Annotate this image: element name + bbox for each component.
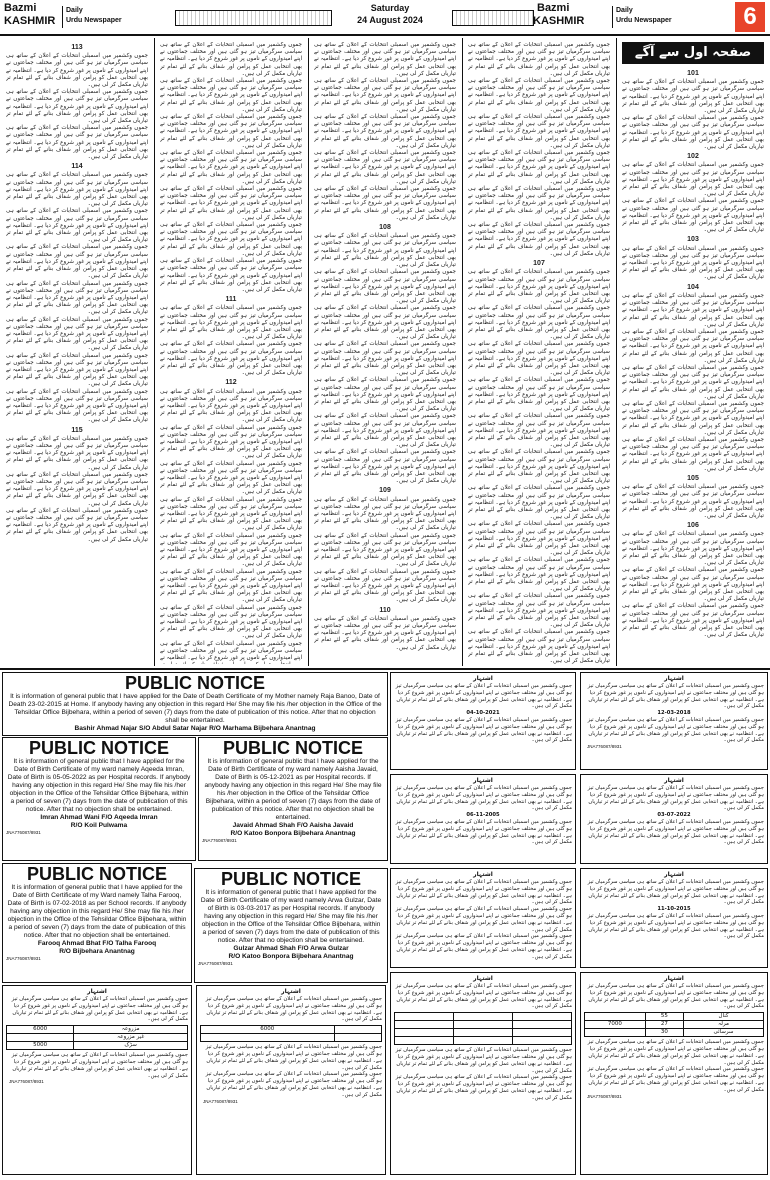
notice-heading: اشتہار [664, 871, 684, 878]
article-body: جموں وکشمیر میں اسمبلی انتخابات کے اعلان کے ساتھ ہی سیاسی سرگرمیاں تیز ہو گئی ہیں اور مختلف جماعتوں نے اپنے امیدواروں کے ناموں پر غور شروع کر دیا ہے۔ انتظامیہ نے بھی انتخابی عمل کو پرامن اور شفاف بنانے کے لئے تمام تر تیاریاں مکمل کر لی ہیں۔ [314, 449, 456, 485]
article-body: جموں وکشمیر میں اسمبلی انتخابات کے اعلان کے ساتھ ہی سیاسی سرگرمیاں تیز ہو گئی ہیں اور مختلف جماعتوں نے اپنے امیدواروں کے ناموں پر غور شروع کر دیا ہے۔ انتظامیہ نے بھی انتخابی عمل کو پرامن اور شفاف بنانے کے لئے تمام تر تیاریاں مکمل کر لی ہیں۔ [6, 280, 148, 316]
article-body: جموں وکشمیر میں اسمبلی انتخابات کے اعلان کے ساتھ ہی سیاسی سرگرمیاں تیز ہو گئی ہیں اور مختلف جماعتوں نے اپنے امیدواروں کے ناموں پر غور شروع کر دیا ہے۔ انتظامیہ نے بھی انتخابی عمل کو پرامن اور شفاف بنانے کے لئے تمام تر تیاریاں مکمل کر لی ہیں۔ [622, 400, 764, 436]
article-body: جموں وکشمیر میں اسمبلی انتخابات کے اعلان کے ساتھ ہی سیاسی سرگرمیاں تیز ہو گئی ہیں اور مختلف جماعتوں نے اپنے امیدواروں کے ناموں پر غور شروع کر دیا ہے۔ انتظامیہ نے بھی انتخابی عمل کو پرامن اور شفاف بنانے کے لئے تمام تر تیاریاں مکمل کر لی ہیں۔ [468, 557, 610, 593]
article-body: جموں وکشمیر میں اسمبلی انتخابات کے اعلان کے ساتھ ہی سیاسی سرگرمیاں تیز ہو گئی ہیں اور مختلف جماعتوں نے اپنے امیدواروں کے ناموں پر غور شروع کر دیا ہے۔ انتظامیہ نے بھی انتخابی عمل کو پرامن اور شفاف بنانے کے لئے تمام تر تیاریاں مکمل کر لی ہیں۔ [622, 245, 764, 281]
article-body: جموں وکشمیر میں اسمبلی انتخابات کے اعلان کے ساتھ ہی سیاسی سرگرمیاں تیز ہو گئی ہیں اور مختلف جماعتوں نے اپنے امیدواروں کے ناموں پر غور شروع کر دیا ہے۔ انتظامیہ نے بھی انتخابی عمل کو پرامن اور شفاف بنانے کے لئے تمام تر تیاریاں مکمل کر لی ہیں۔ [314, 341, 456, 377]
article-body: جموں وکشمیر میں اسمبلی انتخابات کے اعلان کے ساتھ ہی سیاسی سرگرمیاں تیز ہو گئی ہیں اور مختلف جماعتوں نے اپنے امیدواروں کے ناموں پر غور شروع کر دیا ہے۔ انتظامیہ نے بھی انتخابی عمل کو پرامن اور شفاف بنانے کے لئے تمام تر تیاریاں مکمل کر لی ہیں۔ [314, 186, 456, 221]
article-body: جموں وکشمیر میں اسمبلی انتخابات کے اعلان کے ساتھ ہی سیاسی سرگرمیاں تیز ہو گئی ہیں اور مختلف جماعتوں نے اپنے امیدواروں کے ناموں پر غور شروع کر دیا ہے۔ انتظامیہ نے بھی انتخابی عمل کو پرامن اور شفاف بنانے کے لئے تمام تر تیاریاں مکمل کر لی ہیں۔ [314, 413, 456, 449]
notice-signature: Imran Ahmad Wani F/O Aqeeda Imran [40, 814, 158, 821]
notice-title: PUBLIC NOTICE [124, 673, 265, 693]
column-4 [468, 42, 610, 664]
urdu-notice-2 [580, 672, 768, 770]
daily-label-right: Daily [616, 7, 633, 14]
urdu-notice-6 [580, 868, 768, 968]
article-body: جموں وکشمیر میں اسمبلی انتخابات کے اعلان کے ساتھ ہی سیاسی سرگرمیاں تیز ہو گئی ہیں اور مختلف جماعتوں نے اپنے امیدواروں کے ناموں پر غور شروع کر دیا ہے۔ انتظامیہ نے بھی انتخابی عمل کو پرامن اور شفاف بنانے کے لئے تمام تر تیاریاں مکمل کر لی ہیں۔ [6, 435, 148, 471]
notice-body: It is information of general public that I have applied for the Date of Birth Certificate of my Ward namely Talha Farooq, Date of Birth is 07-02-2018 as per School records. If anybody having any objection in this regard He/ She may file his /her objection in the Office of the Tehsildar Office Bijbehara, within a period of seven (7) days from the date of publication of this notice. After that no objection shall be entertained. [7, 884, 187, 939]
notice-body: جموں وکشمیر میں اسمبلی انتخابات کے اعلان کے ساتھ ہی سیاسی سرگرمیاں تیز ہو گئی ہیں اور مختلف جماعتوں نے اپنے امیدواروں کے ناموں پر غور شروع کر دیا ہے۔ انتظامیہ نے بھی انتخابی عمل کو پرامن اور شفاف بنانے کے لئے تمام تر تیاریاں مکمل کر لی ہیں۔ [395, 933, 572, 960]
article-number: 107 [533, 260, 545, 268]
article-body: جموں وکشمیر میں اسمبلی انتخابات کے اعلان کے ساتھ ہی سیاسی سرگرمیاں تیز ہو گئی ہیں اور مختلف جماعتوں نے اپنے امیدواروں کے ناموں پر غور شروع کر دیا ہے۔ انتظامیہ نے بھی انتخابی عمل کو پرامن اور شفاف بنانے کے لئے تمام تر تیاریاں مکمل کر لی ہیں۔ [6, 471, 148, 507]
daily-label-left: Daily [66, 7, 83, 14]
article-body: جموں وکشمیر میں اسمبلی انتخابات کے اعلان کے ساتھ ہی سیاسی سرگرمیاں تیز ہو گئی ہیں اور مختلف جماعتوں نے اپنے امیدواروں کے ناموں پر غور شروع کر دیا ہے۔ انتظامیہ نے بھی انتخابی عمل کو پرامن اور شفاف بنانے کے لئے تمام تر تیاریاں مکمل کر لی ہیں۔ [6, 53, 148, 89]
notice-heading: اشتہار [473, 871, 493, 878]
notice-date: 04-10-2021 [466, 710, 500, 717]
article-body: جموں وکشمیر میں اسمبلی انتخابات کے اعلان کے ساتھ ہی سیاسی سرگرمیاں تیز ہو گئی ہیں اور مختلف جماعتوں نے اپنے امیدواروں کے ناموں پر غور شروع کر دیا ہے۔ انتظامیہ نے بھی انتخابی عمل کو پرامن اور شفاف بنانے کے لئے تمام تر تیاریاں مکمل کر لی ہیں۔ [468, 150, 610, 185]
masthead [0, 0, 770, 36]
article-body: جموں وکشمیر میں اسمبلی انتخابات کے اعلان کے ساتھ ہی سیاسی سرگرمیاں تیز ہو گئی ہیں اور مختلف جماعتوں نے اپنے امیدواروں کے ناموں پر غور شروع کر دیا ہے۔ انتظامیہ نے بھی انتخابی عمل کو پرامن اور شفاف بنانے کے لئے تمام تر تیاریاں مکمل کر لی ہیں۔ [622, 198, 764, 234]
notice-heading: اشتہار [473, 675, 493, 682]
article-body: جموں وکشمیر میں اسمبلی انتخابات کے اعلان کے ساتھ ہی سیاسی سرگرمیاں تیز ہو گئی ہیں اور مختلف جماعتوں نے اپنے امیدواروں کے ناموں پر غور شروع کر دیا ہے۔ انتظامیہ نے بھی انتخابی عمل کو پرامن اور شفاف بنانے کے لئے تمام تر تیاریاں مکمل کر لی ہیں۔ [468, 485, 610, 521]
brand-subname-left: KASHMIR [4, 15, 56, 27]
notice-body: It is information of general public that I have applied for the Date of Birth Certificate of my ward namely Aqeeda Imran, Date of Birth is 05-05-2022 as per Hospital records. If anybody having any objection in this regard He/ She may file his /her objection in the Office of the Tehsildar Office Bijbehara, within a period of seven (7) days from the date of publication of this notice. After that no objection shall be entertained. [7, 758, 191, 813]
article-body: جموں وکشمیر میں اسمبلی انتخابات کے اعلان کے ساتھ ہی سیاسی سرگرمیاں تیز ہو گئی ہیں اور مختلف جماعتوں نے اپنے امیدواروں کے ناموں پر غور شروع کر دیا ہے۔ انتظامیہ نے بھی انتخابی عمل کو پرامن اور شفاف بنانے کے لئے تمام تر تیاریاں مکمل کر لی ہیں۔ [6, 172, 148, 208]
decorative-band-right [452, 10, 534, 26]
article-body: جموں وکشمیر میں اسمبلی انتخابات کے اعلان کے ساتھ ہی سیاسی سرگرمیاں تیز ہو گئی ہیں اور مختلف جماعتوں نے اپنے امیدواروں کے ناموں پر غور شروع کر دیا ہے۔ انتظامیہ نے بھی انتخابی عمل کو پرامن اور شفاف بنانے کے لئے تمام تر تیاریاں مکمل کر لی ہیں۔ [160, 424, 302, 460]
article-body: جموں وکشمیر میں اسمبلی انتخابات کے اعلان کے ساتھ ہی سیاسی سرگرمیاں تیز ہو گئی ہیں اور مختلف جماعتوں نے اپنے امیدواروں کے ناموں پر غور شروع کر دیا ہے۔ انتظامیہ نے بھی انتخابی عمل کو پرامن اور شفاف بنانے کے لئے تمام تر تیاریاں مکمل کر لی ہیں۔ [160, 78, 302, 113]
article-number: 115 [71, 426, 83, 434]
public-notice-4 [2, 863, 192, 983]
notice-body: جموں وکشمیر میں اسمبلی انتخابات کے اعلان کے ساتھ ہی سیاسی سرگرمیاں تیز ہو گئی ہیں اور مختلف جماعتوں نے اپنے امیدواروں کے ناموں پر غور شروع کر دیا ہے۔ انتظامیہ نے بھی انتخابی عمل کو پرامن اور شفاف بنانے کے لئے تمام تر تیاریاں مکمل کر لی ہیں۔ [587, 879, 764, 906]
article-body: جموں وکشمیر میں اسمبلی انتخابات کے اعلان کے ساتھ ہی سیاسی سرگرمیاں تیز ہو گئی ہیں اور مختلف جماعتوں نے اپنے امیدواروں کے ناموں پر غور شروع کر دیا ہے۔ انتظامیہ نے بھی انتخابی عمل کو پرامن اور شفاف بنانے کے لئے تمام تر تیاریاں مکمل کر لی ہیں۔ [314, 233, 456, 269]
column-1 [6, 42, 148, 664]
notice-code: JNA776087/8931 [202, 838, 237, 843]
article-body: جموں وکشمیر میں اسمبلی انتخابات کے اعلان کے ساتھ ہی سیاسی سرگرمیاں تیز ہو گئی ہیں اور مختلف جماعتوں نے اپنے امیدواروں کے ناموں پر غور شروع کر دیا ہے۔ انتظامیہ نے بھی انتخابی عمل کو پرامن اور شفاف بنانے کے لئے تمام تر تیاریاں مکمل کر لی ہیں۔ [6, 244, 148, 280]
article-body: جموں وکشمیر میں اسمبلی انتخابات کے اعلان کے ساتھ ہی سیاسی سرگرمیاں تیز ہو گئی ہیں اور مختلف جماعتوں نے اپنے امیدواروں کے ناموں پر غور شروع کر دیا ہے۔ انتظامیہ نے بھی انتخابی عمل کو پرامن اور شفاف بنانے کے لئے تمام تر تیاریاں مکمل کر لی ہیں۔ [6, 208, 148, 244]
notice-body: It is information of general public that I have applied for the Date of Birth Certificate of my ward namely Arwa Gulzar, Date of Birth is 03-03-2017 as per Hospital records. If anybody having any objection in this regard He/ She may file his /her objection in the Office of the Tehsildar Office Bijbehara, within a period of seven (7) days from the date of publication of this notice. After that no objection shall be entertained. [200, 889, 382, 944]
article-number: 102 [687, 153, 699, 161]
notice-body: جموں وکشمیر میں اسمبلی انتخابات کے اعلان کے ساتھ ہی سیاسی سرگرمیاں تیز ہو گئی ہیں اور مختلف جماعتوں نے اپنے امیدواروں کے ناموں پر غور شروع کر دیا ہے۔ انتظامیہ نے بھی انتخابی عمل کو پرامن اور شفاف بنانے کے لئے تمام تر تیاریاں مکمل کر لی ہیں۔ [587, 1039, 764, 1066]
urdu-notice-land-2 [196, 985, 386, 1175]
notice-address: R/O Bijbehara Anantnag [59, 948, 135, 955]
article-body: جموں وکشمیر میں اسمبلی انتخابات کے اعلان کے ساتھ ہی سیاسی سرگرمیاں تیز ہو گئی ہیں اور مختلف جماعتوں نے اپنے امیدواروں کے ناموں پر غور شروع کر دیا ہے۔ انتظامیہ نے بھی انتخابی عمل کو پرامن اور شفاف بنانے کے لئے تمام تر تیاریاں مکمل کر لی ہیں۔ [468, 521, 610, 557]
notice-title: PUBLIC NOTICE [28, 738, 169, 758]
urdu-notice-5 [390, 868, 576, 968]
notice-body: جموں وکشمیر میں اسمبلی انتخابات کے اعلان کے ساتھ ہی سیاسی سرگرمیاں تیز ہو گئی ہیں اور مختلف جماعتوں نے اپنے امیدواروں کے ناموں پر غور شروع کر دیا ہے۔ انتظامیہ نے بھی انتخابی عمل کو پرامن اور شفاف بنانے کے لئے تمام تر تیاریاں مکمل کر لی ہیں۔ [395, 879, 572, 906]
notice-body: جموں وکشمیر میں اسمبلی انتخابات کے اعلان کے ساتھ ہی سیاسی سرگرمیاں تیز ہو گئی ہیں اور مختلف جماعتوں نے اپنے امیدواروں کے ناموں پر غور شروع کر دیا ہے۔ انتظامیہ نے بھی انتخابی عمل کو پرامن اور شفاف بنانے کے لئے تمام تر تیاریاں مکمل کر لی ہیں۔ [205, 996, 382, 1023]
notice-code: JNA776087/8931 [587, 1093, 622, 1099]
notice-body: جموں وکشمیر میں اسمبلی انتخابات کے اعلان کے ساتھ ہی سیاسی سرگرمیاں تیز ہو گئی ہیں اور مختلف جماعتوں نے اپنے امیدواروں کے ناموں پر غور شروع کر دیا ہے۔ انتظامیہ نے بھی انتخابی عمل کو پرامن اور شفاف بنانے کے لئے تمام تر تیاریاں مکمل کر لی ہیں۔ [395, 906, 572, 933]
notice-date: 12-03-2018 [657, 710, 691, 717]
public-notice-3 [198, 737, 388, 861]
notice-body: جموں وکشمیر میں اسمبلی انتخابات کے اعلان کے ساتھ ہی سیاسی سرگرمیاں تیز ہو گئی ہیں اور مختلف جماعتوں نے اپنے امیدواروں کے ناموں پر غور شروع کر دیا ہے۔ انتظامیہ نے بھی انتخابی عمل کو پرامن اور شفاف بنانے کے لئے تمام تر تیاریاں مکمل کر لی ہیں۔ [395, 785, 572, 812]
article-body: جموں وکشمیر میں اسمبلی انتخابات کے اعلان کے ساتھ ہی سیاسی سرگرمیاں تیز ہو گئی ہیں اور مختلف جماعتوں نے اپنے امیدواروں کے ناموں پر غور شروع کر دیا ہے۔ انتظامیہ نے بھی انتخابی عمل کو پرامن اور شفاف بنانے کے لئے تمام تر تیاریاں مکمل کر لی ہیں۔ [160, 341, 302, 377]
notice-signature: Gulzar Ahmad Shah F/O Arwa Gulzar [233, 945, 349, 952]
notice-date: 11-10-2015 [657, 906, 691, 913]
article-body: جموں وکشمیر میں اسمبلی انتخابات کے اعلان کے ساتھ ہی سیاسی سرگرمیاں تیز ہو گئی ہیں اور مختلف جماعتوں نے اپنے امیدواروں کے ناموں پر غور شروع کر دیا ہے۔ انتظامیہ نے بھی انتخابی عمل کو پرامن اور شفاف بنانے کے لئے تمام تر تیاریاں مکمل کر لی ہیں۔ [160, 568, 302, 604]
issue-day: Saturday [370, 3, 410, 13]
article-body: جموں وکشمیر میں اسمبلی انتخابات کے اعلان کے ساتھ ہی سیاسی سرگرمیاں تیز ہو گئی ہیں اور مختلف جماعتوں نے اپنے امیدواروں کے ناموں پر غور شروع کر دیا ہے۔ انتظامیہ نے بھی انتخابی عمل کو پرامن اور شفاف بنانے کے لئے تمام تر تیاریاں مکمل کر لی ہیں۔ [622, 364, 764, 400]
article-body: جموں وکشمیر میں اسمبلی انتخابات کے اعلان کے ساتھ ہی سیاسی سرگرمیاں تیز ہو گئی ہیں اور مختلف جماعتوں نے اپنے امیدواروں کے ناموں پر غور شروع کر دیا ہے۔ انتظامیہ نے بھی انتخابی عمل کو پرامن اور شفاف بنانے کے لئے تمام تر تیاریاں مکمل کر لی ہیں۔ [622, 484, 764, 519]
notice-heading: اشتہار [281, 988, 301, 995]
article-body: جموں وکشمیر میں اسمبلی انتخابات کے اعلان کے ساتھ ہی سیاسی سرگرمیاں تیز ہو گئی ہیں اور مختلف جماعتوں نے اپنے امیدواروں کے ناموں پر غور شروع کر دیا ہے۔ انتظامیہ نے بھی انتخابی عمل کو پرامن اور شفاف بنانے کے لئے تمام تر تیاریاں مکمل کر لی ہیں۔ [6, 507, 148, 543]
article-body: جموں وکشمیر میں اسمبلی انتخابات کے اعلان کے ساتھ ہی سیاسی سرگرمیاں تیز ہو گئی ہیں اور مختلف جماعتوں نے اپنے امیدواروں کے ناموں پر غور شروع کر دیا ہے۔ انتظامیہ نے بھی انتخابی عمل کو پرامن اور شفاف بنانے کے لئے تمام تر تیاریاں مکمل کر لی ہیں۔ [622, 436, 764, 472]
notice-signature: Farooq Ahmad Bhat F/O Talha Farooq [37, 940, 157, 947]
article-body: جموں وکشمیر میں اسمبلی انتخابات کے اعلان کے ساتھ ہی سیاسی سرگرمیاں تیز ہو گئی ہیں اور مختلف جماعتوں نے اپنے امیدواروں کے ناموں پر غور شروع کر دیا ہے۔ انتظامیہ نے بھی انتخابی عمل کو پرامن اور شفاف بنانے کے لئے تمام تر تیاریاں مکمل کر لی ہیں۔ [622, 567, 764, 603]
article-body: جموں وکشمیر میں اسمبلی انتخابات کے اعلان کے ساتھ ہی سیاسی سرگرمیاں تیز ہو گئی ہیں اور مختلف جماعتوں نے اپنے امیدواروں کے ناموں پر غور شروع کر دیا ہے۔ انتظامیہ نے بھی انتخابی عمل کو پرامن اور شفاف بنانے کے لئے تمام تر تیاریاں مکمل کر لی ہیں۔ [468, 593, 610, 629]
article-body: جموں وکشمیر میں اسمبلی انتخابات کے اعلان کے ساتھ ہی سیاسی سرگرمیاں تیز ہو گئی ہیں اور مختلف جماعتوں نے اپنے امیدواروں کے ناموں پر غور شروع کر دیا ہے۔ انتظامیہ نے بھی انتخابی عمل کو پرامن اور شفاف بنانے کے لئے تمام تر تیاریاں مکمل کر لی ہیں۔ [468, 341, 610, 377]
notice-title: PUBLIC NOTICE [220, 869, 361, 889]
notice-body: جموں وکشمیر میں اسمبلی انتخابات کے اعلان کے ساتھ ہی سیاسی سرگرمیاں تیز ہو گئی ہیں اور مختلف جماعتوں نے اپنے امیدواروں کے ناموں پر غور شروع کر دیا ہے۔ انتظامیہ نے بھی انتخابی عمل کو پرامن اور شفاف بنانے کے لئے تمام تر تیاریاں مکمل کر لی ہیں۔ [587, 716, 764, 744]
notice-body: جموں وکشمیر میں اسمبلی انتخابات کے اعلان کے ساتھ ہی سیاسی سرگرمیاں تیز ہو گئی ہیں اور مختلف جماعتوں نے اپنے امیدواروں کے ناموں پر غور شروع کر دیا ہے۔ انتظامیہ نے بھی انتخابی عمل کو پرامن اور شفاف بنانے کے لئے تمام تر تیاریاں مکمل کر لی ہیں۔ [587, 983, 764, 1010]
article-body: جموں وکشمیر میں اسمبلی انتخابات کے اعلان کے ساتھ ہی سیاسی سرگرمیاں تیز ہو گئی ہیں اور مختلف جماعتوں نے اپنے امیدواروں کے ناموں پر غور شروع کر دیا ہے۔ انتظامیہ نے بھی انتخابی عمل کو پرامن اور شفاف بنانے کے لئے تمام تر تیاریاں مکمل کر لی ہیں۔ [160, 42, 302, 77]
article-body: جموں وکشمیر میں اسمبلی انتخابات کے اعلان کے ساتھ ہی سیاسی سرگرمیاں تیز ہو گئی ہیں اور مختلف جماعتوں نے اپنے امیدواروں کے ناموں پر غور شروع کر دیا ہے۔ انتظامیہ نے بھی انتخابی عمل کو پرامن اور شفاف بنانے کے لئے تمام تر تیاریاں مکمل کر لی ہیں۔ [160, 388, 302, 424]
article-body: جموں وکشمیر میں اسمبلی انتخابات کے اعلان کے ساتھ ہی سیاسی سرگرمیاں تیز ہو گئی ہیں اور مختلف جماعتوں نے اپنے امیدواروں کے ناموں پر غور شروع کر دیا ہے۔ انتظامیہ نے بھی انتخابی عمل کو پرامن اور شفاف بنانے کے لئے تمام تر تیاریاں مکمل کر لی ہیں۔ [6, 388, 148, 424]
article-body: جموں وکشمیر میں اسمبلی انتخابات کے اعلان کے ساتھ ہی سیاسی سرگرمیاں تیز ہو گئی ہیں اور مختلف جماعتوں نے اپنے امیدواروں کے ناموں پر غور شروع کر دیا ہے۔ انتظامیہ نے بھی انتخابی عمل کو پرامن اور شفاف بنانے کے لئے تمام تر تیاریاں مکمل کر لی ہیں۔ [622, 328, 764, 364]
land-table: کنال 55 مرلہ 27 7000 سرسائی 30 [584, 1012, 764, 1037]
article-body: جموں وکشمیر میں اسمبلی انتخابات کے اعلان کے ساتھ ہی سیاسی سرگرمیاں تیز ہو گئی ہیں اور مختلف جماعتوں نے اپنے امیدواروں کے ناموں پر غور شروع کر دیا ہے۔ انتظامیہ نے بھی انتخابی عمل کو پرامن اور شفاف بنانے کے لئے تمام تر تیاریاں مکمل کر لی ہیں۔ [622, 162, 764, 198]
notice-date: 03-07-2022 [657, 812, 691, 819]
article-body: جموں وکشمیر میں اسمبلی انتخابات کے اعلان کے ساتھ ہی سیاسی سرگرمیاں تیز ہو گئی ہیں اور مختلف جماعتوں نے اپنے امیدواروں کے ناموں پر غور شروع کر دیا ہے۔ انتظامیہ نے بھی انتخابی عمل کو پرامن اور شفاف بنانے کے لئے تمام تر تیاریاں مکمل کر لی ہیں۔ [314, 114, 456, 149]
article-body: جموں وکشمیر میں اسمبلی انتخابات کے اعلان کے ساتھ ہی سیاسی سرگرمیاں تیز ہو گئی ہیں اور مختلف جماعتوں نے اپنے امیدواروں کے ناموں پر غور شروع کر دیا ہے۔ انتظامیہ نے بھی انتخابی عمل کو پرامن اور شفاف بنانے کے لئے تمام تر تیاریاں مکمل کر لی ہیں۔ [314, 377, 456, 413]
article-body: جموں وکشمیر میں اسمبلی انتخابات کے اعلان کے ساتھ ہی سیاسی سرگرمیاں تیز ہو گئی ہیں اور مختلف جماعتوں نے اپنے امیدواروں کے ناموں پر غور شروع کر دیا ہے۔ انتظامیہ نے [160, 640, 302, 662]
article-number: 112 [225, 379, 237, 387]
article-body: جموں وکشمیر میں اسمبلی انتخابات کے اعلان کے ساتھ ہی سیاسی سرگرمیاں تیز ہو گئی ہیں اور مختلف جماعتوں نے اپنے امیدواروں کے ناموں پر غور شروع کر دیا ہے۔ انتظامیہ نے بھی انتخابی عمل کو پرامن اور شفاف بنانے کے لئے تمام تر تیاریاں مکمل کر لی ہیں۔ [160, 460, 302, 496]
notice-signature: Bashir Ahmad Najar S/O Abdul Satar Najar R/O Marhama Bijbehara Anantnag [74, 725, 316, 732]
notice-address: R/O Koil Pulwama [70, 822, 128, 829]
notice-body: جموں وکشمیر میں اسمبلی انتخابات کے اعلان کے ساتھ ہی سیاسی سرگرمیاں تیز ہو گئی ہیں اور مختلف جماعتوں نے اپنے امیدواروں کے ناموں پر غور شروع کر دیا ہے۔ انتظامیہ نے بھی انتخابی عمل کو پرامن اور شفاف بنانے کے لئے تمام تر تیاریاں مکمل کر لی ہیں۔ [395, 716, 572, 744]
article-body: جموں وکشمیر میں اسمبلی انتخابات کے اعلان کے ساتھ ہی سیاسی سرگرمیاں تیز ہو گئی ہیں اور مختلف جماعتوں نے اپنے امیدواروں کے ناموں پر غور شروع کر دیا ہے۔ انتظامیہ نے بھی انتخابی عمل کو پرامن اور شفاف بنانے کے لئے تمام تر تیاریاں مکمل کر لی ہیں۔ [6, 89, 148, 125]
notice-body: It is information of general public that I have applied for the Date of Birth Certificate of my ward namely Aaisha Javaid, Date of Birth is 05-12-2021 as per Hospital records. If anybody having any objection in this regard He/ She may file his /her objection in the Office of the Tehsildar Office Bijbehara, within a period of seven (7) days from the date of publication of this notice. After that no objection shall be entertained. [204, 758, 382, 821]
article-body: جموں وکشمیر میں اسمبلی انتخابات کے اعلان کے ساتھ ہی سیاسی سرگرمیاں تیز ہو گئی ہیں اور مختلف جماعتوں نے اپنے امیدواروں کے ناموں پر غور شروع کر دیا ہے۔ انتظامیہ نے بھی انتخابی عمل کو پرامن اور شفاف بنانے کے لئے تمام تر تیاریاں مکمل کر لی ہیں۔ [622, 292, 764, 328]
notice-body: It is information of general public that I have applied for the Date of Death Certificate of my Mother namely Raja Banoo, Date of Death 23-02-2015 at Home. If anybody having any objection in this regard He/ She may file his /her objection in the Office of the Tehsildar Office Bijbehara, within a period of seven (7) days from the date of publication of this notice. After that no objection shall be entertained. [8, 693, 382, 724]
notice-code: JNA776087/8931 [9, 1079, 44, 1085]
article-body: جموں وکشمیر میں اسمبلی انتخابات کے اعلان کے ساتھ ہی سیاسی سرگرمیاں تیز ہو گئی ہیں اور مختلف جماعتوں نے اپنے امیدواروں کے ناموں پر غور شروع کر دیا ہے۔ انتظامیہ نے بھی انتخابی عمل کو پرامن اور شفاف بنانے کے لئے تمام تر تیاریاں مکمل کر لی ہیں۔ [468, 305, 610, 341]
notice-body: جموں وکشمیر میں اسمبلی انتخابات کے اعلان کے ساتھ ہی سیاسی سرگرمیاں تیز ہو گئی ہیں اور مختلف جماعتوں نے اپنے امیدواروں کے ناموں پر غور شروع کر دیا ہے۔ انتظامیہ نے بھی انتخابی عمل کو پرامن اور شفاف بنانے کے لئے تمام تر تیاریاں مکمل کر لی ہیں۔ [11, 1052, 188, 1079]
article-body: جموں وکشمیر میں اسمبلی انتخابات کے اعلان کے ساتھ ہی سیاسی سرگرمیاں تیز ہو گئی ہیں اور مختلف جماعتوں نے اپنے امیدواروں کے ناموں پر غور شروع کر دیا ہے۔ انتظامیہ نے بھی انتخابی عمل کو پرامن اور شفاف بنانے کے لئے تمام تر تیاریاں مکمل کر لی ہیں۔ [160, 258, 302, 293]
article-body: جموں وکشمیر میں اسمبلی انتخابات کے اعلان کے ساتھ ہی سیاسی سرگرمیاں تیز ہو گئی ہیں اور مختلف جماعتوں نے اپنے امیدواروں کے ناموں پر غور شروع کر دیا ہے۔ انتظامیہ نے بھی انتخابی عمل کو پرامن اور شفاف بنانے کے لئے تمام تر تیاریاں مکمل کر لی ہیں۔ [468, 449, 610, 485]
article-body: جموں وکشمیر میں اسمبلی انتخابات کے اعلان کے ساتھ ہی سیاسی سرگرمیاں تیز ہو گئی ہیں اور مختلف جماعتوں نے اپنے امیدواروں کے ناموں پر غور شروع کر دیا ہے۔ انتظامیہ نے بھی انتخابی عمل کو پرامن اور شفاف بنانے کے لئے تمام تر تیاریاں مکمل کر لی ہیں۔ [314, 615, 456, 651]
public-notice-2 [2, 737, 196, 861]
land-table [394, 1012, 572, 1045]
notice-signature: Javaid Ahmad Shah F/O Aaisha Javaid [232, 822, 354, 829]
page-number-badge: 6 [735, 2, 765, 32]
notice-code: JNA776087/8931 [587, 744, 622, 750]
article-number: 114 [71, 163, 83, 171]
notice-body: جموں وکشمیر میں اسمبلی انتخابات کے اعلان کے ساتھ ہی سیاسی سرگرمیاں تیز ہو گئی ہیں اور مختلف جماعتوں نے اپنے امیدواروں کے ناموں پر غور شروع کر دیا ہے۔ انتظامیہ نے بھی انتخابی عمل کو پرامن اور شفاف بنانے کے لئے تمام تر تیاریاں مکمل کر لی ہیں۔ [395, 1047, 572, 1074]
column-2 [160, 42, 302, 664]
article-body: جموں وکشمیر میں اسمبلی انتخابات کے اعلان کے ساتھ ہی سیاسی سرگرمیاں تیز ہو گئی ہیں اور مختلف جماعتوں نے اپنے امیدواروں کے ناموں پر غور شروع کر دیا ہے۔ انتظامیہ نے بھی انتخابی عمل کو پرامن اور شفاف بنانے کے لئے تمام تر تیاریاں مکمل کر لی ہیں۔ [160, 532, 302, 568]
column-3 [314, 42, 456, 664]
notice-code: JNA776087/8931 [6, 956, 41, 961]
article-number: 110 [379, 606, 391, 614]
notice-code: JNA776087/8931 [6, 830, 41, 835]
issue-date-text: 24 August 2024 [357, 15, 423, 25]
notice-body: جموں وکشمیر میں اسمبلی انتخابات کے اعلان کے ساتھ ہی سیاسی سرگرمیاں تیز ہو گئی ہیں اور مختلف جماعتوں نے اپنے امیدواروں کے ناموں پر غور شروع کر دیا ہے۔ انتظامیہ نے بھی انتخابی عمل کو پرامن اور شفاف بنانے کے لئے تمام تر تیاریاں مکمل کر لی ہیں۔ [205, 1071, 382, 1098]
land-table: 6000 [200, 1025, 382, 1042]
article-number: 105 [687, 474, 699, 482]
notice-body: جموں وکشمیر میں اسمبلی انتخابات کے اعلان کے ساتھ ہی سیاسی سرگرمیاں تیز ہو گئی ہیں اور مختلف جماعتوں نے اپنے امیدواروں کے ناموں پر غور شروع کر دیا ہے۔ انتظامیہ نے بھی انتخابی عمل کو پرامن اور شفاف بنانے کے لئے تمام تر تیاریاں مکمل کر لی ہیں۔ [395, 983, 572, 1010]
brand-name-right: Bazmi [537, 2, 570, 14]
article-body: جموں وکشمیر میں اسمبلی انتخابات کے اعلان کے ساتھ ہی سیاسی سرگرمیاں تیز ہو گئی ہیں اور مختلف جماعتوں نے اپنے امیدواروں کے ناموں پر غور شروع کر دیا ہے۔ انتظامیہ نے بھی انتخابی عمل کو پرامن اور شفاف بنانے کے لئے تمام تر تیاریاں مکمل کر لی ہیں۔ [314, 305, 456, 341]
article-body: جموں وکشمیر میں اسمبلی انتخابات کے اعلان کے ساتھ ہی سیاسی سرگرمیاں تیز ہو گئی ہیں اور مختلف جماعتوں نے اپنے امیدواروں کے ناموں پر غور شروع کر دیا ہے۔ انتظامیہ نے بھی انتخابی عمل کو پرامن اور شفاف بنانے کے لئے تمام تر تیاریاں مکمل کر لی ہیں۔ [160, 305, 302, 341]
article-body: جموں وکشمیر میں اسمبلی انتخابات کے اعلان کے ساتھ ہی سیاسی سرگرمیاں تیز ہو گئی ہیں اور مختلف جماعتوں نے اپنے امیدواروں کے ناموں پر غور شروع کر دیا ہے۔ انتظامیہ نے بھی انتخابی عمل کو پرامن اور شفاف بنانے کے لئے تمام تر تیاریاں مکمل کر لی ہیں۔ [160, 496, 302, 532]
notice-body: جموں وکشمیر میں اسمبلی انتخابات کے اعلان کے ساتھ ہی سیاسی سرگرمیاں تیز ہو گئی ہیں اور مختلف جماعتوں نے اپنے امیدواروں کے ناموں پر غور شروع کر دیا ہے۔ انتظامیہ نے بھی انتخابی عمل کو پرامن اور شفاف بنانے کے لئے تمام تر تیاریاں مکمل کر لی ہیں۔ [395, 1074, 572, 1101]
notice-heading: اشتہار [664, 777, 684, 784]
article-body: جموں وکشمیر میں اسمبلی انتخابات کے اعلان کے ساتھ ہی سیاسی سرگرمیاں تیز ہو گئی ہیں اور مختلف جماعتوں نے اپنے امیدواروں کے ناموں پر غور شروع کر دیا ہے۔ انتظامیہ نے بھی انتخابی عمل کو پرامن اور شفاف بنانے کے لئے تمام تر تیاریاں مکمل کر لی ہیں۔ [622, 603, 764, 639]
issue-date [330, 2, 450, 26]
article-body: جموں وکشمیر میں اسمبلی انتخابات کے اعلان کے ساتھ ہی سیاسی سرگرمیاں تیز ہو گئی ہیں اور مختلف جماعتوں نے اپنے امیدواروں کے ناموں پر غور شروع کر دیا ہے۔ انتظامیہ نے بھی انتخابی عمل کو پرامن اور شفاف بنانے کے لئے تمام تر تیاریاں مکمل کر لی ہیں۔ [622, 115, 764, 151]
article-body: جموں وکشمیر میں اسمبلی انتخابات کے اعلان کے ساتھ ہی سیاسی سرگرمیاں تیز ہو گئی ہیں اور مختلف جماعتوں نے اپنے امیدواروں کے ناموں پر غور شروع کر دیا ہے۔ انتظامیہ نے بھی انتخابی عمل کو پرامن اور شفاف بنانے کے لئے تمام تر تیاریاں مکمل کر لی ہیں۔ [468, 629, 610, 664]
article-number: 113 [71, 44, 83, 51]
public-notice-5 [194, 868, 388, 983]
article-body: جموں وکشمیر میں اسمبلی انتخابات کے اعلان کے ساتھ ہی سیاسی سرگرمیاں تیز ہو گئی ہیں اور مختلف جماعتوں نے اپنے امیدواروں کے ناموں پر غور شروع کر دیا ہے۔ انتظامیہ نے بھی انتخابی عمل کو پرامن اور شفاف بنانے کے لئے تمام تر تیاریاں مکمل کر لی ہیں۔ [314, 42, 456, 77]
article-body: جموں وکشمیر میں اسمبلی انتخابات کے اعلان کے ساتھ ہی سیاسی سرگرمیاں تیز ہو گئی ہیں اور مختلف جماعتوں نے اپنے امیدواروں کے ناموں پر غور شروع کر دیا ہے۔ انتظامیہ نے بھی انتخابی عمل کو پرامن اور شفاف بنانے کے لئے تمام تر تیاریاں مکمل کر لی ہیں۔ [160, 186, 302, 221]
notice-body: جموں وکشمیر میں اسمبلی انتخابات کے اعلان کے ساتھ ہی سیاسی سرگرمیاں تیز ہو گئی ہیں اور مختلف جماعتوں نے اپنے امیدواروں کے ناموں پر غور شروع کر دیا ہے۔ انتظامیہ نے بھی انتخابی عمل کو پرامن اور شفاف بنانے کے لئے تمام تر تیاریاں مکمل کر لی ہیں۔ [11, 996, 188, 1023]
brand-subname-right: KASHMIR [533, 15, 585, 27]
notice-title: PUBLIC NOTICE [26, 864, 167, 884]
notice-body: جموں وکشمیر میں اسمبلی انتخابات کے اعلان کے ساتھ ہی سیاسی سرگرمیاں تیز ہو گئی ہیں اور مختلف جماعتوں نے اپنے امیدواروں کے ناموں پر غور شروع کر دیا ہے۔ انتظامیہ نے بھی انتخابی عمل کو پرامن اور شفاف بنانے کے لئے تمام تر تیاریاں مکمل کر لی ہیں۔ [205, 1044, 382, 1071]
article-body: جموں وکشمیر میں اسمبلی انتخابات کے اعلان کے ساتھ ہی سیاسی سرگرمیاں تیز ہو گئی ہیں اور مختلف جماعتوں نے اپنے امیدواروں کے ناموں پر غور شروع کر دیا ہے۔ انتظامیہ نے بھی انتخابی عمل کو پرامن اور شفاف بنانے کے لئے تمام تر تیاریاں مکمل کر لی ہیں۔ [622, 531, 764, 567]
urdu-newspaper-right: Urdu Newspaper [616, 17, 672, 24]
article-body: جموں وکشمیر میں اسمبلی انتخابات کے اعلان کے ساتھ ہی سیاسی سرگرمیاں تیز ہو گئی ہیں اور مختلف جماعتوں نے اپنے امیدواروں کے ناموں پر غور شروع کر دیا ہے۔ انتظامیہ نے بھی انتخابی عمل کو پرامن اور شفاف بنانے کے لئے تمام تر تیاریاں مکمل کر لی ہیں۔ [468, 78, 610, 113]
article-body: جموں وکشمیر میں اسمبلی انتخابات کے اعلان کے ساتھ ہی سیاسی سرگرمیاں تیز ہو گئی ہیں اور مختلف جماعتوں نے اپنے امیدواروں کے ناموں پر غور شروع کر دیا ہے۔ انتظامیہ نے بھی انتخابی عمل کو پرامن اور شفاف بنانے کے لئے تمام تر تیاریاں مکمل کر لی ہیں۔ [314, 568, 456, 604]
article-body: جموں وکشمیر میں اسمبلی انتخابات کے اعلان کے ساتھ ہی سیاسی سرگرمیاں تیز ہو گئی ہیں اور مختلف جماعتوں نے اپنے امیدواروں کے ناموں پر غور شروع کر دیا ہے۔ انتظامیہ نے بھی انتخابی عمل کو پرامن اور شفاف بنانے کے لئے تمام تر تیاریاں مکمل کر لی ہیں۔ [314, 496, 456, 532]
column-5 [622, 68, 764, 664]
article-body: جموں وکشمیر میں اسمبلی انتخابات کے اعلان کے ساتھ ہی سیاسی سرگرمیاں تیز ہو گئی ہیں اور مختلف جماعتوں نے اپنے امیدواروں کے ناموں پر غور شروع کر دیا ہے۔ انتظامیہ نے بھی انتخابی عمل کو پرامن اور شفاف بنانے کے لئے تمام تر تیاریاں مکمل کر لی ہیں۔ [468, 42, 610, 77]
urdu-notice-1 [390, 672, 576, 770]
notice-address: R/O Katoo Bonpora Bijbehara Anantnag [228, 953, 354, 960]
notice-title: PUBLIC NOTICE [222, 738, 363, 758]
article-body: جموں وکشمیر میں اسمبلی انتخابات کے اعلان کے ساتھ ہی سیاسی سرگرمیاں تیز ہو گئی ہیں اور مختلف جماعتوں نے اپنے امیدواروں کے ناموں پر غور شروع کر دیا ہے۔ انتظامیہ نے بھی انتخابی عمل کو پرامن اور شفاف بنانے کے لئے تمام تر تیاریاں مکمل کر لی ہیں۔ [314, 150, 456, 185]
notice-date: 06-11-2005 [466, 812, 500, 819]
land-table: مزروعہ 6000 غیر مزروعہ سڑک 5000 [6, 1025, 188, 1050]
article-body: جموں وکشمیر میں اسمبلی انتخابات کے اعلان کے ساتھ ہی سیاسی سرگرمیاں تیز ہو گئی ہیں اور مختلف جماعتوں نے اپنے امیدواروں کے ناموں پر غور شروع کر دیا ہے۔ انتظامیہ نے بھی انتخابی عمل کو پرامن اور شفاف بنانے کے لئے تمام تر تیاریاں مکمل کر لی ہیں۔ [6, 316, 148, 352]
public-notice-1 [2, 672, 388, 736]
notice-heading: اشتہار [664, 675, 684, 682]
notice-body: جموں وکشمیر میں اسمبلی انتخابات کے اعلان کے ساتھ ہی سیاسی سرگرمیاں تیز ہو گئی ہیں اور مختلف جماعتوں نے اپنے امیدواروں کے ناموں پر غور شروع کر دیا ہے۔ انتظامیہ نے بھی انتخابی عمل کو پرامن اور شفاف بنانے کے لئے تمام تر تیاریاں مکمل کر لی ہیں۔ [587, 1066, 764, 1093]
article-number: 104 [687, 283, 699, 291]
notice-body: جموں وکشمیر میں اسمبلی انتخابات کے اعلان کے ساتھ ہی سیاسی سرگرمیاں تیز ہو گئی ہیں اور مختلف جماعتوں نے اپنے امیدواروں کے ناموں پر غور شروع کر دیا ہے۔ انتظامیہ نے بھی انتخابی عمل کو پرامن اور شفاف بنانے کے لئے تمام تر تیاریاں مکمل کر لی ہیں۔ [587, 818, 764, 846]
article-number: 108 [379, 224, 391, 232]
article-body: جموں وکشمیر میں اسمبلی انتخابات کے اعلان کے ساتھ ہی سیاسی سرگرمیاں تیز ہو گئی ہیں اور مختلف جماعتوں نے اپنے امیدواروں کے ناموں پر غور شروع کر دیا ہے۔ انتظامیہ نے بھی انتخابی عمل کو پرامن اور شفاف بنانے کے لئے تمام تر تیاریاں مکمل کر لی ہیں۔ [160, 222, 302, 257]
article-body: جموں وکشمیر میں اسمبلی انتخابات کے اعلان کے ساتھ ہی سیاسی سرگرمیاں تیز ہو گئی ہیں اور مختلف جماعتوں نے اپنے امیدواروں کے ناموں پر غور شروع کر دیا ہے۔ انتظامیہ نے بھی انتخابی عمل کو پرامن اور شفاف بنانے کے لئے تمام تر تیاریاں مکمل کر لی ہیں۔ [314, 269, 456, 305]
urdu-notice-7 [390, 972, 576, 1175]
article-body: جموں وکشمیر میں اسمبلی انتخابات کے اعلان کے ساتھ ہی سیاسی سرگرمیاں تیز ہو گئی ہیں اور مختلف جماعتوں نے اپنے امیدواروں کے ناموں پر غور شروع کر دیا ہے۔ انتظامیہ نے بھی انتخابی عمل کو پرامن اور شفاف بنانے کے لئے تمام تر تیاریاں مکمل کر لی ہیں۔ [468, 222, 610, 257]
article-body: جموں وکشمیر میں اسمبلی انتخابات کے اعلان کے ساتھ ہی سیاسی سرگرمیاں تیز ہو گئی ہیں اور مختلف جماعتوں نے اپنے امیدواروں کے ناموں پر غور شروع کر دیا ہے۔ انتظامیہ نے بھی انتخابی عمل کو پرامن اور شفاف بنانے کے لئے تمام تر تیاریاں مکمل کر لی ہیں۔ [468, 186, 610, 221]
article-body: جموں وکشمیر میں اسمبلی انتخابات کے اعلان کے ساتھ ہی سیاسی سرگرمیاں تیز ہو گئی ہیں اور مختلف جماعتوں نے اپنے امیدواروں کے ناموں پر غور شروع کر دیا ہے۔ انتظامیہ نے بھی انتخابی عمل کو پرامن اور شفاف بنانے کے لئے تمام تر تیاریاں مکمل کر لی ہیں۔ [6, 352, 148, 388]
notice-heading: اشتہار [87, 988, 107, 995]
notice-code: JNA776087/8931 [203, 1098, 238, 1104]
article-body: جموں وکشمیر میں اسمبلی انتخابات کے اعلان کے ساتھ ہی سیاسی سرگرمیاں تیز ہو گئی ہیں اور مختلف جماعتوں نے اپنے امیدواروں کے ناموں پر غور شروع کر دیا ہے۔ انتظامیہ نے بھی انتخابی عمل کو پرامن اور شفاف بنانے کے لئے تمام تر تیاریاں مکمل کر لی ہیں۔ [314, 532, 456, 568]
section-title: صفحہ اول سے آگے [622, 42, 764, 64]
urdu-notice-3 [390, 774, 576, 864]
notice-heading: اشتہار [473, 975, 493, 982]
urdu-notice-4 [580, 774, 768, 864]
article-number: 109 [379, 487, 391, 495]
notice-body: جموں وکشمیر میں اسمبلی انتخابات کے اعلان کے ساتھ ہی سیاسی سرگرمیاں تیز ہو گئی ہیں اور مختلف جماعتوں نے اپنے امیدواروں کے ناموں پر غور شروع کر دیا ہے۔ انتظامیہ نے بھی انتخابی عمل کو پرامن اور شفاف بنانے کے لئے تمام تر تیاریاں مکمل کر لی ہیں۔ [395, 683, 572, 710]
article-area [0, 38, 770, 668]
urdu-newspaper-left: Urdu Newspaper [66, 17, 122, 24]
article-body: جموں وکشمیر میں اسمبلی انتخابات کے اعلان کے ساتھ ہی سیاسی سرگرمیاں تیز ہو گئی ہیں اور مختلف جماعتوں نے اپنے امیدواروں کے ناموں پر غور شروع کر دیا ہے۔ انتظامیہ نے بھی انتخابی عمل کو پرامن اور شفاف بنانے کے لئے تمام تر تیاریاں مکمل کر لی ہیں۔ [468, 269, 610, 305]
brand-name-left: Bazmi [4, 2, 37, 14]
notice-body: جموں وکشمیر میں اسمبلی انتخابات کے اعلان کے ساتھ ہی سیاسی سرگرمیاں تیز ہو گئی ہیں اور مختلف جماعتوں نے اپنے امیدواروں کے ناموں پر غور شروع کر دیا ہے۔ انتظامیہ نے بھی انتخابی عمل کو پرامن اور شفاف بنانے کے لئے تمام تر تیاریاں مکمل کر لی ہیں۔ [587, 912, 764, 940]
article-body: جموں وکشمیر میں اسمبلی انتخابات کے اعلان کے ساتھ ہی سیاسی سرگرمیاں تیز ہو گئی ہیں اور مختلف جماعتوں نے اپنے امیدواروں کے ناموں پر غور شروع کر دیا ہے۔ انتظامیہ نے بھی انتخابی عمل کو پرامن اور شفاف بنانے کے لئے تمام تر تیاریاں مکمل کر لی ہیں۔ [160, 114, 302, 149]
article-number: 103 [687, 236, 699, 244]
article-body: جموں وکشمیر میں اسمبلی انتخابات کے اعلان کے ساتھ ہی سیاسی سرگرمیاں تیز ہو گئی ہیں اور مختلف جماعتوں نے اپنے امیدواروں کے ناموں پر غور شروع کر دیا ہے۔ انتظامیہ نے بھی انتخابی عمل کو پرامن اور شفاف بنانے کے لئے تمام تر تیاریاں مکمل کر لی ہیں۔ [160, 604, 302, 640]
notice-heading: اشتہار [473, 777, 493, 784]
notice-body: جموں وکشمیر میں اسمبلی انتخابات کے اعلان کے ساتھ ہی سیاسی سرگرمیاں تیز ہو گئی ہیں اور مختلف جماعتوں نے اپنے امیدواروں کے ناموں پر غور شروع کر دیا ہے۔ انتظامیہ نے بھی انتخابی عمل کو پرامن اور شفاف بنانے کے لئے تمام تر تیاریاں مکمل کر لی ہیں۔ [587, 683, 764, 710]
article-body: جموں وکشمیر میں اسمبلی انتخابات کے اعلان کے ساتھ ہی سیاسی سرگرمیاں تیز ہو گئی ہیں اور مختلف جماعتوں نے اپنے امیدواروں کے ناموں پر غور شروع کر دیا ہے۔ انتظامیہ نے بھی انتخابی عمل کو پرامن اور شفاف بنانے کے لئے تمام تر تیاریاں مکمل کر لی ہیں۔ [314, 78, 456, 113]
article-number: 106 [687, 522, 699, 530]
urdu-notice-land-1 [2, 985, 192, 1175]
urdu-notice-8 [580, 972, 768, 1175]
article-body: جموں وکشمیر میں اسمبلی انتخابات کے اعلان کے ساتھ ہی سیاسی سرگرمیاں تیز ہو گئی ہیں اور مختلف جماعتوں نے اپنے امیدواروں کے ناموں پر غور شروع کر دیا ہے۔ انتظامیہ نے بھی انتخابی عمل کو پرامن اور شفاف بنانے کے لئے تمام تر تیاریاں مکمل کر لی ہیں۔ [468, 114, 610, 149]
article-body: جموں وکشمیر میں اسمبلی انتخابات کے اعلان کے ساتھ ہی سیاسی سرگرمیاں تیز ہو گئی ہیں اور مختلف جماعتوں نے اپنے امیدواروں کے ناموں پر غور شروع کر دیا ہے۔ انتظامیہ نے بھی انتخابی عمل کو پرامن اور شفاف بنانے کے لئے تمام تر تیاریاں مکمل کر لی ہیں۔ [468, 413, 610, 449]
article-number: 101 [687, 70, 699, 77]
notice-address: R/O Katoo Bonpora Bijbehara Anantnag [230, 830, 356, 837]
notice-body: جموں وکشمیر میں اسمبلی انتخابات کے اعلان کے ساتھ ہی سیاسی سرگرمیاں تیز ہو گئی ہیں اور مختلف جماعتوں نے اپنے امیدواروں کے ناموں پر غور شروع کر دیا ہے۔ انتظامیہ نے بھی انتخابی عمل کو پرامن اور شفاف بنانے کے لئے تمام تر تیاریاں مکمل کر لی ہیں۔ [395, 818, 572, 846]
notice-body: جموں وکشمیر میں اسمبلی انتخابات کے اعلان کے ساتھ ہی سیاسی سرگرمیاں تیز ہو گئی ہیں اور مختلف جماعتوں نے اپنے امیدواروں کے ناموں پر غور شروع کر دیا ہے۔ انتظامیہ نے بھی انتخابی عمل کو پرامن اور شفاف بنانے کے لئے تمام تر تیاریاں مکمل کر لی ہیں۔ [587, 785, 764, 812]
notice-heading: اشتہار [664, 975, 684, 982]
article-number: 111 [225, 296, 237, 304]
article-body: جموں وکشمیر میں اسمبلی انتخابات کے اعلان کے ساتھ ہی سیاسی سرگرمیاں تیز ہو گئی ہیں اور مختلف جماعتوں نے اپنے امیدواروں کے ناموں پر غور شروع کر دیا ہے۔ انتظامیہ نے بھی انتخابی عمل کو پرامن اور شفاف بنانے کے لئے تمام تر تیاریاں مکمل کر لی ہیں۔ [622, 79, 764, 115]
article-body: جموں وکشمیر میں اسمبلی انتخابات کے اعلان کے ساتھ ہی سیاسی سرگرمیاں تیز ہو گئی ہیں اور مختلف جماعتوں نے اپنے امیدواروں کے ناموں پر غور شروع کر دیا ہے۔ انتظامیہ نے بھی انتخابی عمل کو پرامن اور شفاف بنانے کے لئے تمام تر تیاریاں مکمل کر لی ہیں۔ [468, 377, 610, 413]
notice-code: JNA776087/8931 [198, 961, 233, 966]
decorative-band-left [175, 10, 332, 26]
article-body: جموں وکشمیر میں اسمبلی انتخابات کے اعلان کے ساتھ ہی سیاسی سرگرمیاں تیز ہو گئی ہیں اور مختلف جماعتوں نے اپنے امیدواروں کے ناموں پر غور شروع کر دیا ہے۔ انتظامیہ نے بھی انتخابی عمل کو پرامن اور شفاف بنانے کے لئے تمام تر تیاریاں مکمل کر لی ہیں۔ [160, 150, 302, 185]
article-body: جموں وکشمیر میں اسمبلی انتخابات کے اعلان کے ساتھ ہی سیاسی سرگرمیاں تیز ہو گئی ہیں اور مختلف جماعتوں نے اپنے امیدواروں کے ناموں پر غور شروع کر دیا ہے۔ انتظامیہ نے بھی انتخابی عمل کو پرامن اور شفاف بنانے کے لئے تمام تر تیاریاں مکمل کر لی ہیں۔ [6, 125, 148, 161]
